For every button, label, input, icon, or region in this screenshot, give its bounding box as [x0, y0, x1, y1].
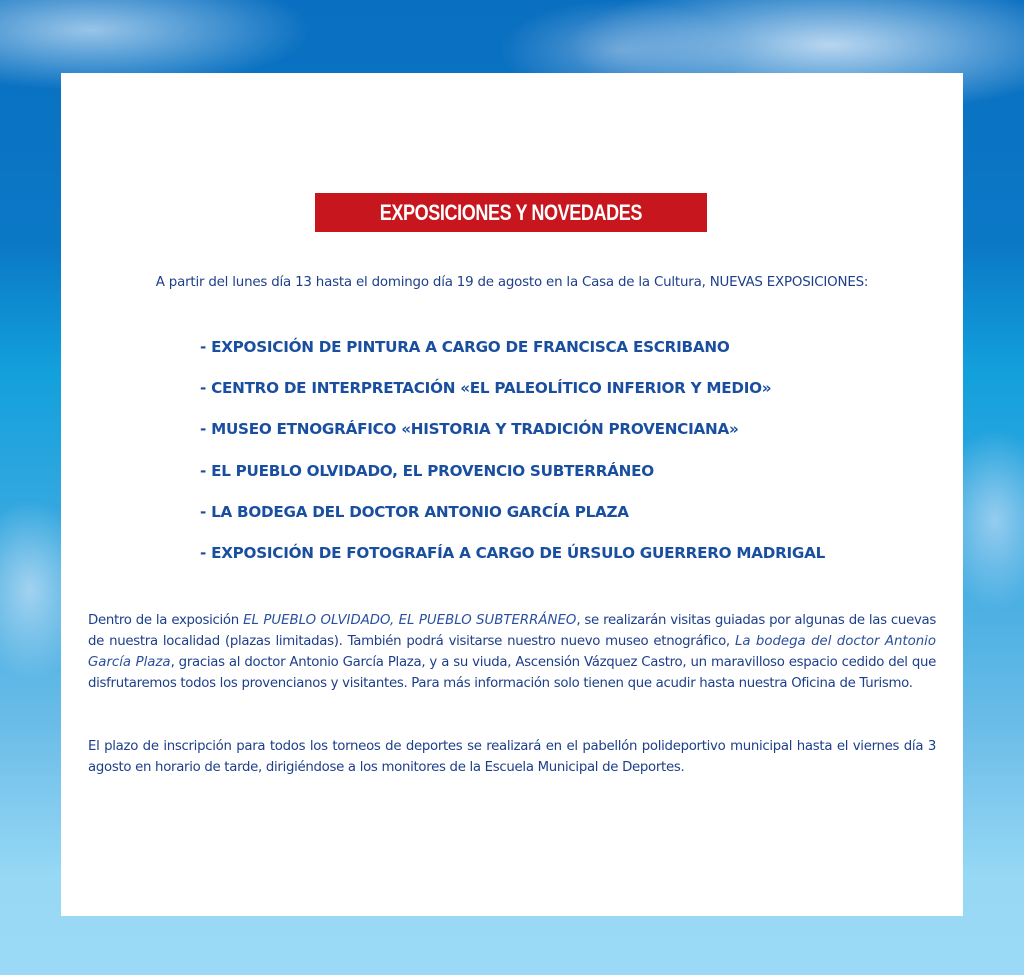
- exhibitions-list: [200, 337, 825, 584]
- content-panel: [61, 73, 963, 916]
- section-title-banner: [315, 193, 707, 232]
- paragraph-text: , se realizarán visitas guiadas por algunas de las cuevas de nuestra localidad (plazas limitadas). También podrá visitarse nuestro nuevo museo etnográfico,: [88, 613, 936, 649]
- exhibition-item: - LA BODEGA DEL DOCTOR ANTONIO GARCÍA PLAZA: [200, 502, 629, 521]
- exhibition-name-italic: EL PUEBLO OLVIDADO, EL PUEBLO SUBTERRÁNEO: [243, 613, 577, 628]
- exhibition-item: - EL PUEBLO OLVIDADO, EL PROVENCIO SUBTERRÁNEO: [200, 461, 654, 480]
- paragraph-text: , gracias al doctor Antonio García Plaza, y a su viuda, Ascensión Vázquez Castro, un maravilloso espacio cedido del que disfrutaremos todos los provencianos y visitantes. Para más información solo tienen que acudir hasta nuestra Oficina de Turismo.: [88, 655, 936, 691]
- museum-name-italic: La bodega del doctor Antonio García Plaza: [88, 634, 936, 670]
- exhibition-item: - CENTRO DE INTERPRETACIÓN «EL PALEOLÍTICO INFERIOR Y MEDIO»: [200, 379, 772, 398]
- paragraph-text: Dentro de la exposición: [88, 613, 244, 628]
- intro-text: A partir del lunes día 13 hasta el domingo día 19 de agosto en la Casa de la Cultura, NUEVAS EXPOSICIONES:: [155, 275, 869, 290]
- section-title: EXPOSICIONES Y NOVEDADES: [379, 199, 643, 225]
- exhibition-item: - EXPOSICIÓN DE FOTOGRAFÍA A CARGO DE ÚRSULO GUERRERO MADRIGAL: [200, 543, 826, 562]
- guided-visits-paragraph: [88, 610, 936, 694]
- exhibition-item: - MUSEO ETNOGRÁFICO «HISTORIA Y TRADICIÓN PROVENCIANA»: [200, 420, 739, 439]
- sports-registration-paragraph: El plazo de inscripción para todos los torneos de deportes se realizará en el pabellón polideportivo municipal hasta el viernes día 3 agosto en horario de tarde, dirigiéndose a los monitores de la Escuela Municipal de Deportes.: [88, 739, 936, 775]
- exhibition-item: - EXPOSICIÓN DE PINTURA A CARGO DE FRANCISCA ESCRIBANO: [200, 338, 730, 356]
